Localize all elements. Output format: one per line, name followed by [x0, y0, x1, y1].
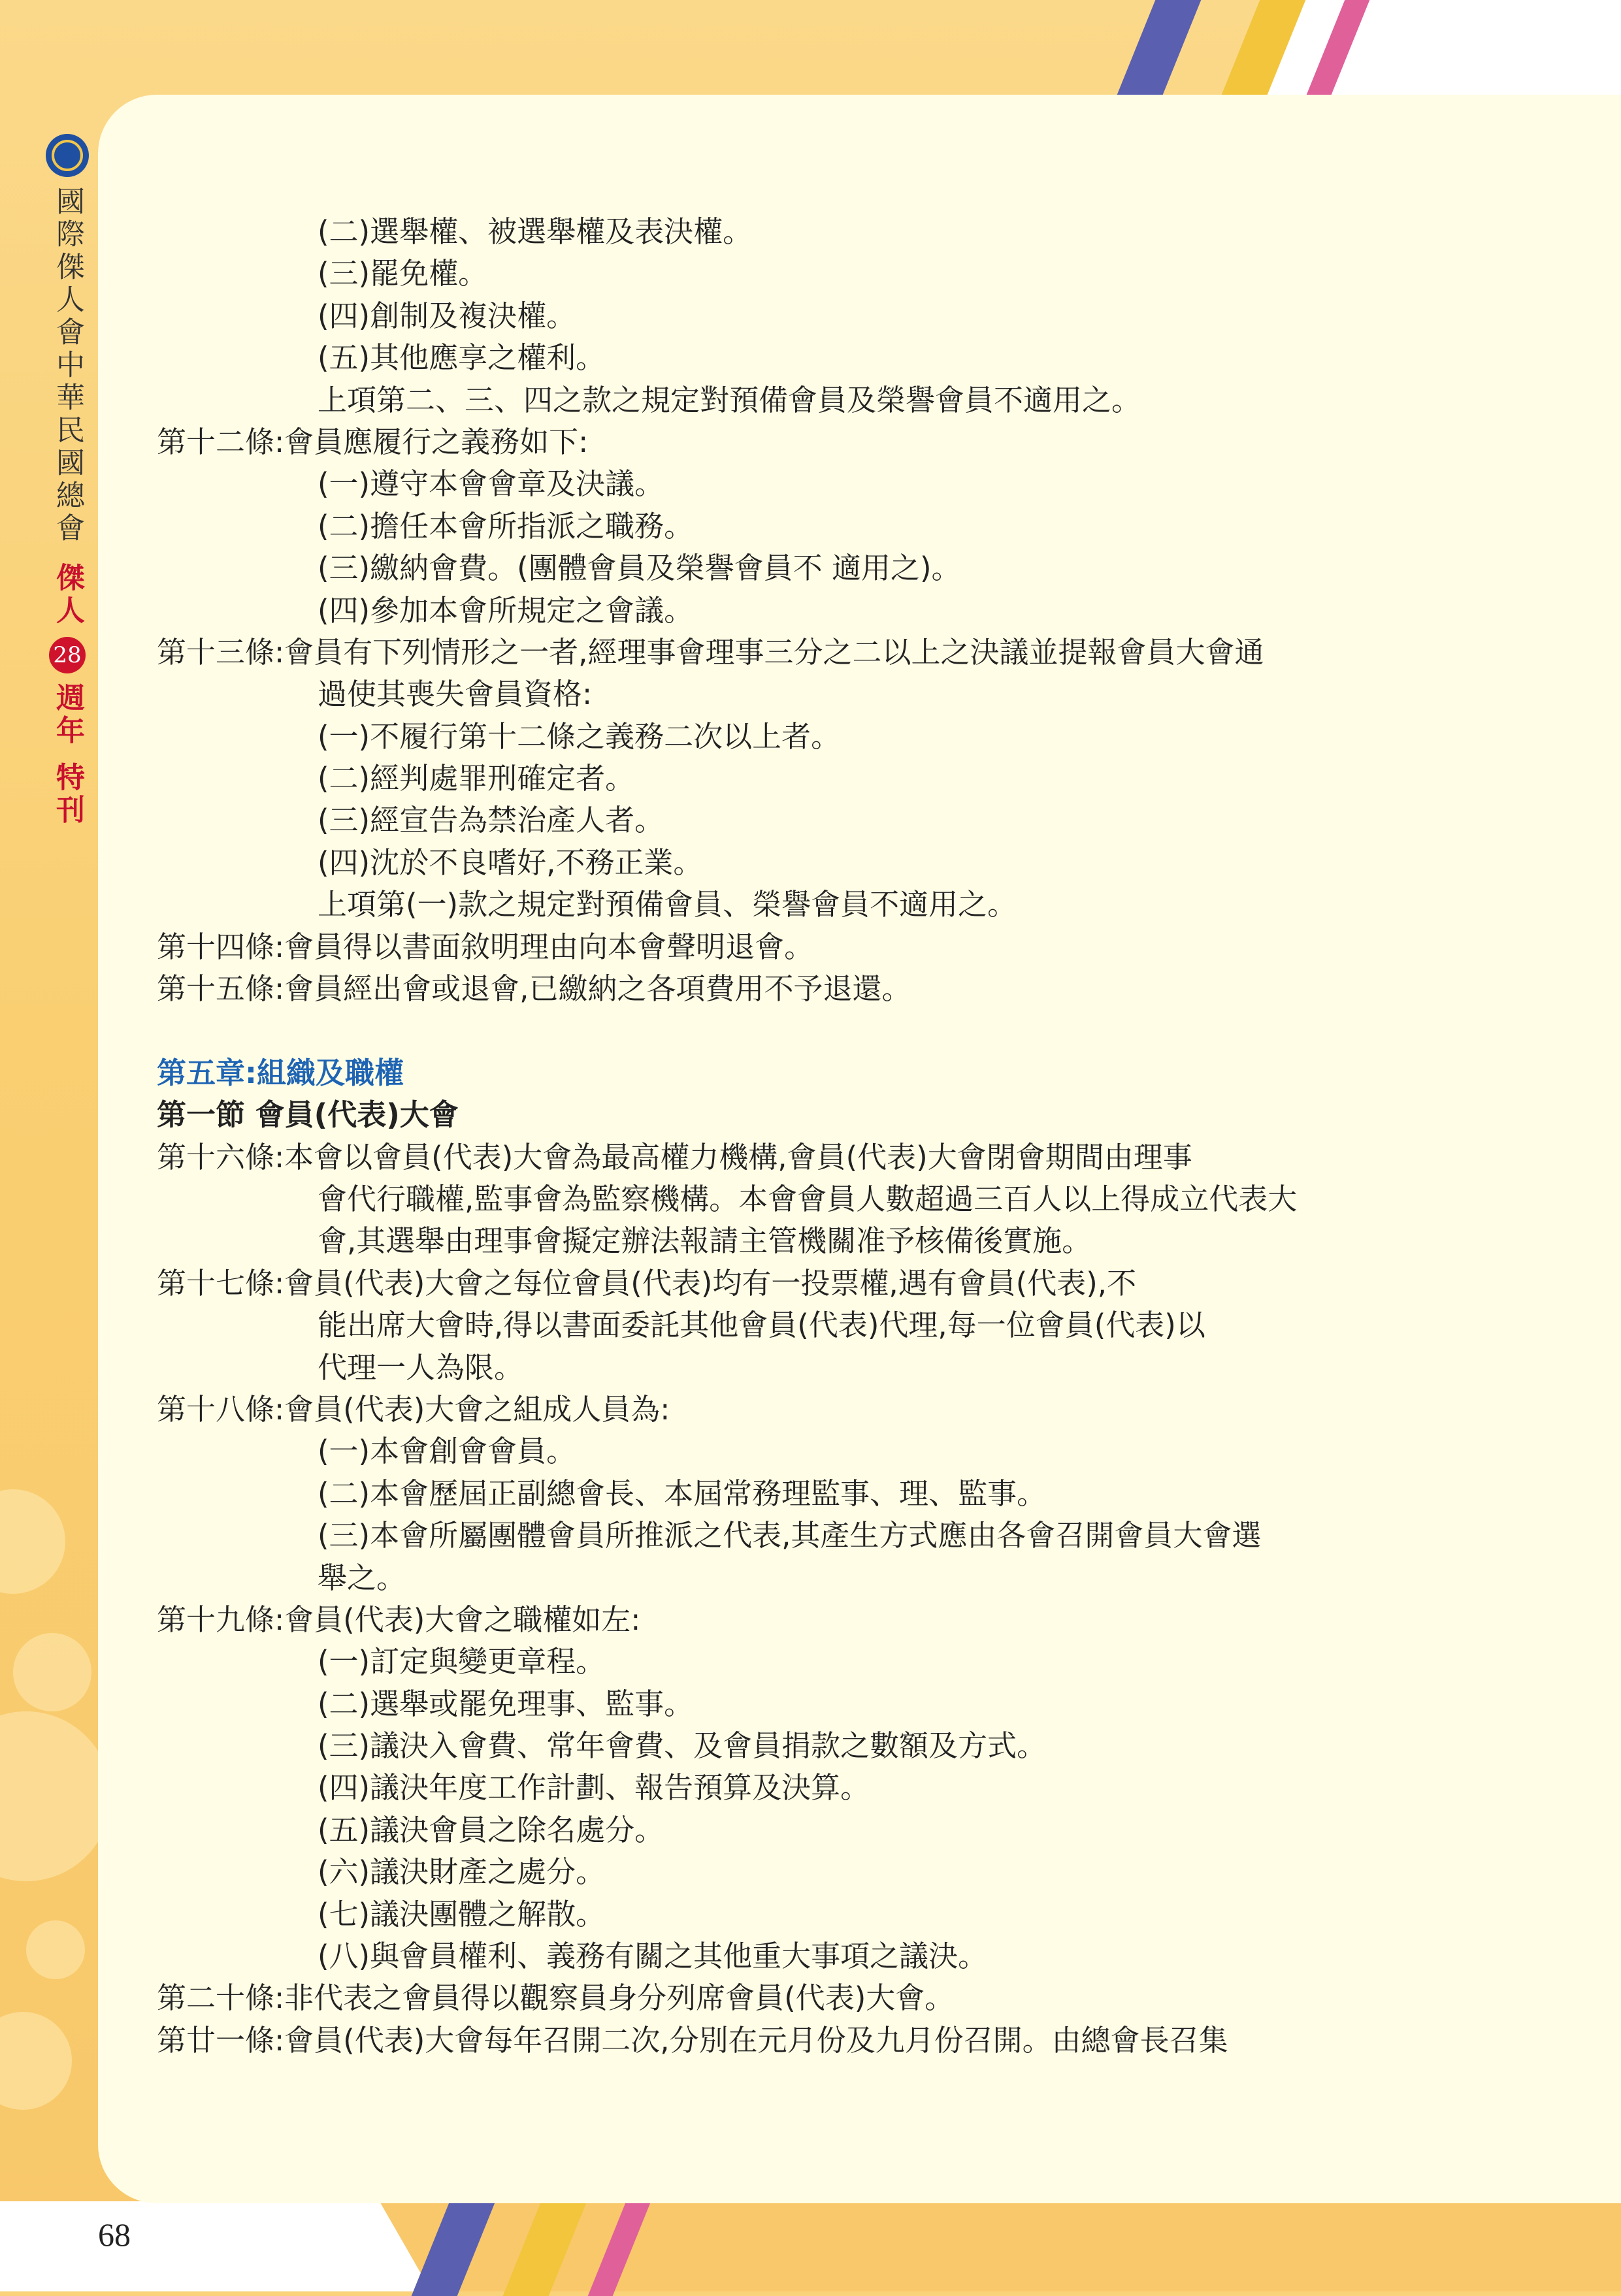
body-line: (四)參加本會所規定之會議。	[318, 592, 694, 628]
body-line: 上項第(一)款之規定對預備會員、榮譽會員不適用之。	[318, 887, 1017, 922]
body-line: 能出席大會時,得以書面委託其他會員(代表)代理,每一位會員(代表)以	[318, 1308, 1205, 1343]
article-heading-line: 第十三條:會員有下列情形之一者,經理事會理事三分之二以上之決議並提報會員大會通	[157, 634, 1264, 670]
body-line: (四)創制及複決權。	[318, 298, 576, 333]
article-heading-line: 第二十條:非代表之會員得以觀察員身分列席會員(代表)大會。	[157, 1981, 955, 2016]
article-heading-line: 第十四條:會員得以書面敘明理由向本會聲明退會。	[157, 929, 814, 964]
body-line: 過使其喪失會員資格:	[318, 677, 593, 712]
body-line: (三)議決入會費、常年會費、及會員捐款之數額及方式。	[318, 1728, 1047, 1764]
article-heading-line: 第廿一條:會員(代表)大會每年召開二次,分別在元月份及九月份召開。由總會長召集	[157, 2022, 1228, 2058]
body-line: (四)沈於不良嗜好,不務正業。	[318, 845, 703, 880]
decor-bubble	[13, 1633, 91, 1711]
org-logo-icon	[46, 134, 89, 177]
blank-line	[157, 1010, 1437, 1052]
body-line: (一)本會創會會員。	[318, 1434, 576, 1469]
body-line: (六)議決財產之處分。	[318, 1854, 606, 1890]
body-line: 舉之。	[318, 1560, 406, 1595]
sidebar	[44, 134, 90, 827]
body-line: (二)選舉權、被選舉權及表決權。	[318, 214, 753, 249]
article-heading-line: 第十六條:本會以會員(代表)大會為最高權力機構,會員(代表)大會閉會期間由理事	[157, 1139, 1192, 1174]
article-heading-line: 第十二條:會員應履行之義務如下:	[157, 424, 589, 459]
body-line: (三)經宣告為禁治產人者。	[318, 803, 664, 838]
body-line: (七)議決團體之解散。	[318, 1896, 606, 1932]
body-line: (三)繳納會費。(團體會員及榮譽會員不 適用之)。	[318, 551, 961, 586]
sidebar-edition-prefix: 傑人	[51, 562, 84, 628]
decor-bubble	[26, 1920, 85, 1979]
sidebar-org-name: 國際傑人會中華民國總會	[51, 186, 84, 545]
body-line: (三)罷免權。	[318, 256, 488, 291]
body-line: (一)不履行第十二條之義務二次以上者。	[318, 719, 841, 754]
body-line: (三)本會所屬團體會員所推派之代表,其產生方式應由各會召開會員大會選	[318, 1518, 1262, 1553]
edition-number-badge: 28	[49, 637, 86, 673]
section-heading: 第一節 會員(代表)大會	[157, 1097, 459, 1133]
body-line: (一)遵守本會會章及決議。	[318, 466, 664, 502]
body-line: (二)選舉或罷免理事、監事。	[318, 1686, 694, 1721]
body-line: (一)訂定與變更章程。	[318, 1644, 606, 1679]
chapter-heading: 第五章:組織及職權	[157, 1055, 404, 1090]
article-heading-line: 第十五條:會員經出會或退會,已繳納之各項費用不予退還。	[157, 971, 911, 1007]
article-heading-line: 第十七條:會員(代表)大會之每位會員(代表)均有一投票權,遇有會員(代表),不	[157, 1265, 1137, 1301]
page-number: 68	[98, 2216, 131, 2253]
body-line: (八)與會員權利、義務有關之其他重大事項之議決。	[318, 1939, 988, 1974]
body-line: (五)議決會員之除名處分。	[318, 1812, 664, 1847]
footer-corner	[0, 2201, 431, 2291]
body-line: (二)本會歷屆正副總會長、本屆常務理監事、理、監事。	[318, 1476, 1047, 1511]
body-line: 代理一人為限。	[318, 1350, 524, 1385]
article-heading-line: 第十八條:會員(代表)大會之組成人員為:	[157, 1391, 670, 1427]
body-line: (二)經判處罪刑確定者。	[318, 761, 635, 796]
sidebar-edition-suffix: 週年 特刊	[51, 683, 84, 828]
body-line: (四)議決年度工作計劃、報告預算及決算。	[318, 1770, 870, 1805]
document-body	[157, 211, 1437, 2062]
article-heading-line: 第十九條:會員(代表)大會之職權如左:	[157, 1602, 641, 1637]
body-line: (二)擔任本會所指派之職務。	[318, 508, 694, 543]
body-line: 會代行職權,監事會為監察機構。本會會員人數超過三百人以上得成立代表大	[318, 1181, 1298, 1216]
body-line: (五)其他應享之權利。	[318, 340, 606, 376]
body-line: 上項第二、三、四之款之規定對預備會員及榮譽會員不適用之。	[318, 382, 1141, 417]
body-line: 會,其選舉由理事會擬定辦法報請主管機關准予核備後實施。	[318, 1223, 1092, 1259]
